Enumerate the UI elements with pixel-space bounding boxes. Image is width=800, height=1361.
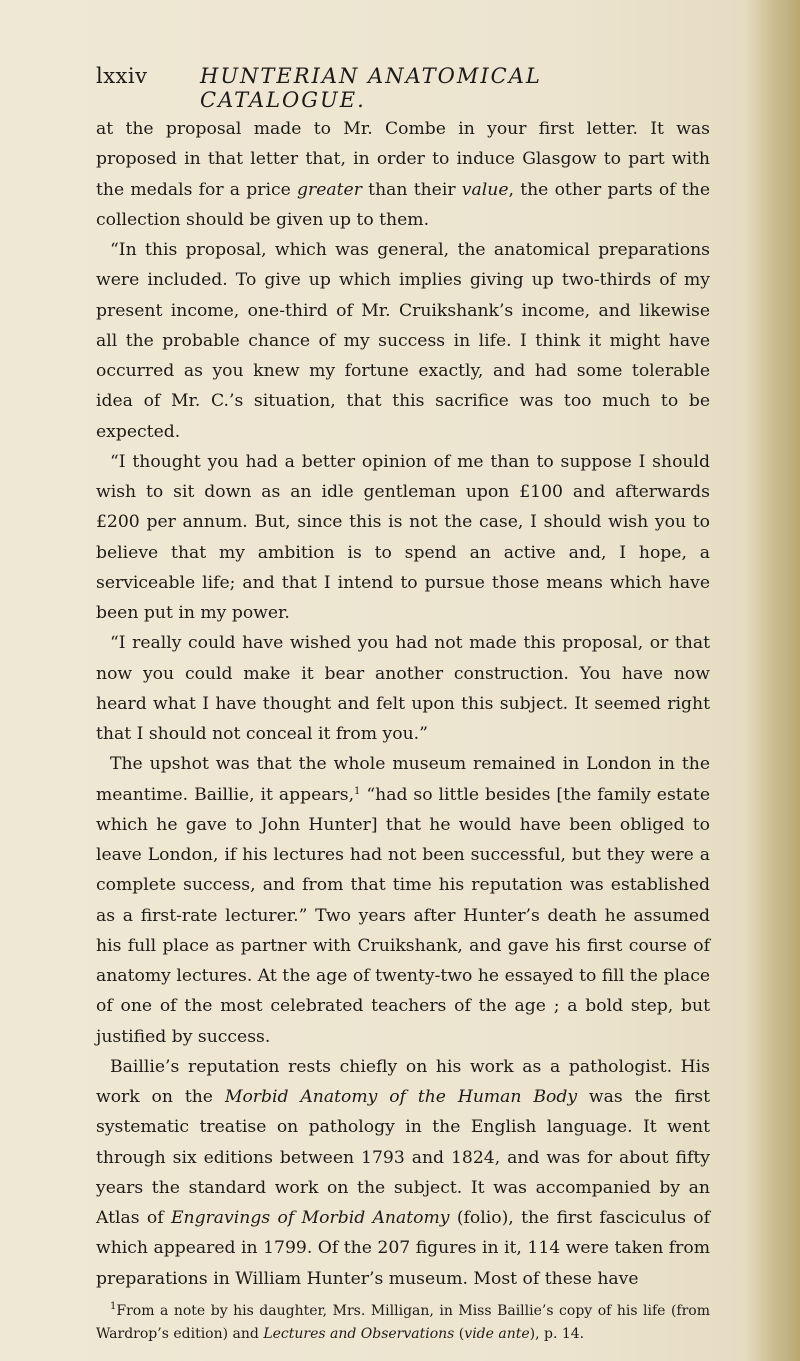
paragraph-3: “I thought you had a better opinion of me than to suppose I should wish to sit down as an idle gentleman upon £100 and afterwards £200 per annum. But, since this is not the case, I should wish you to believe that my ambition is to spend an active and, I hope, a serviceable life; and that I intend to pursue those means which have been put in my power. xyxy=(96,451,710,623)
text-run: at the proposal made to Mr. Combe in your first letter. It was proposed in that letter that, in order to induce Glasgow to part with the medals for a price xyxy=(96,119,710,200)
paragraph-4: “I really could have wished you had not made this proposal, or that now you could make it bear another construction. You have now heard what I have thought and felt upon this subject. It seemed right that I should not conceal it from you.” xyxy=(96,633,710,744)
latin-vide-ante: vide ante xyxy=(464,1326,530,1342)
book-title-lectures: Lectures and Observations xyxy=(263,1326,455,1342)
footnote-text xyxy=(96,1300,710,1346)
text-run: From a note by his daughter, Mrs. Milligan, in Miss Baillie’s copy of his life (from Wardrop’s edition) and xyxy=(96,1303,710,1342)
text-run: Baillie’s reputation rests chiefly on his work as a pathologist. His work on the xyxy=(96,1056,710,1107)
text-run: ), p. 14. xyxy=(529,1326,585,1342)
page-number: lxxiv xyxy=(96,64,148,88)
footnote xyxy=(96,1300,710,1346)
footnote-reference: 1 xyxy=(354,785,361,797)
text-run: (folio), the first fasciculus of which appeared in 1799. Of the 207 figures in it, 114 were taken from preparations in William Hunter’s museum. Most of these have xyxy=(96,1208,711,1289)
paragraph-5 xyxy=(96,749,710,1052)
paragraph-1 xyxy=(96,114,710,235)
body-text xyxy=(96,114,710,1294)
book-title-engravings: Engravings of Morbid Anatomy xyxy=(170,1208,450,1228)
emphasis-value: value xyxy=(461,179,509,200)
text-run: ( xyxy=(454,1326,465,1342)
page-header xyxy=(96,64,696,112)
running-title: HUNTERIAN ANATOMICAL CATALOGUE. xyxy=(200,64,542,112)
emphasis-greater: greater xyxy=(297,179,362,200)
text-run: The upshot was that the whole museum remained in London in the meantime. Baillie, it appears, xyxy=(96,754,710,805)
paragraph-6 xyxy=(96,1052,710,1294)
text-run: , the other parts of the collection should be given up to them. xyxy=(96,179,711,230)
book-title-morbid-anatomy: Morbid Anatomy of the Human Body xyxy=(224,1087,578,1107)
text-run: “had so little besides [the family estate which he gave to John Hunter] that he would have been obliged to leave London, if his lectures had not been successful, but they were a complete success, and from that time his reputation was established as a first-rate lecturer.” Two years after Hunter’s death he assumed his full place as partner with Cruikshank, and gave his first course of anatomy lectures. At the age of twenty-two he essayed to fill the place of one of the most celebrated teachers of the age ; a bold step, but justified by success. xyxy=(96,784,710,1047)
paragraph-2: “In this proposal, which was general, the anatomical preparations were included. To give up which implies giving up two-thirds of my present income, one-third of Mr. Cruikshank’s income, and likewise all the probable chance of my success in life. I think it might have occurred as you knew my fortune exactly, and had some tolerable idea of Mr. C.’s situation, that this sacrifice was too much to be expected. xyxy=(96,240,710,442)
footnote-mark: 1 xyxy=(110,1301,117,1312)
text-run: than their xyxy=(361,179,462,200)
text-run: was the first systematic treatise on pathology in the English language. It went through six editions between 1793 and 1824, and was for about fifty years the standard work on the subject. It was accompanied by an Atlas of xyxy=(96,1087,710,1228)
